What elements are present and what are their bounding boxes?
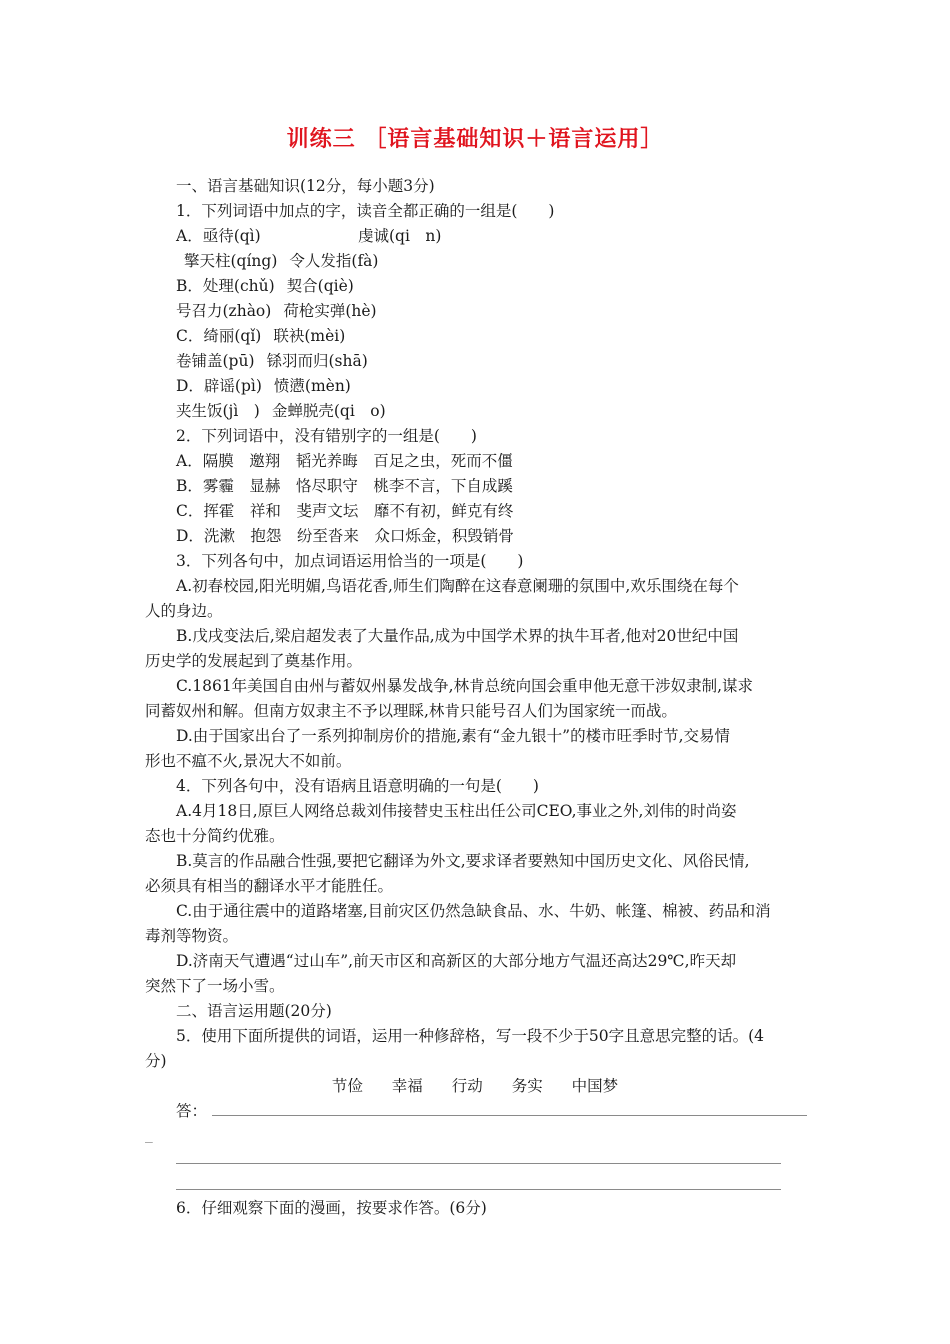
q5-word: 行动 — [451, 1077, 483, 1095]
q1-c-item3: 卷铺盖(pū) — [176, 352, 255, 370]
q1-option-c-line2 — [176, 351, 380, 371]
q1-option-a-line1 — [176, 226, 453, 246]
q3-option-b-line2: 历史学的发展起到了奠基作用。 — [145, 652, 363, 670]
q1-option-b-line2 — [176, 301, 389, 321]
q5-stem-line1: 5．使用下面所提供的词语，运用一种修辞格，写一段不少于50字且意思完整的话。(4 — [176, 1027, 764, 1045]
q1-stem: 1．下列词语中加点的字，读音全都正确的一组是( ) — [176, 202, 555, 220]
q4-stem: 4．下列各句中，没有语病且语意明确的一句是( ) — [176, 777, 539, 795]
q1-b-item1: B．处理(chǔ) — [176, 277, 275, 295]
q1-c-item4: 铩羽而归(shā) — [266, 352, 368, 370]
q3-option-a-line2: 人的身边。 — [145, 602, 223, 620]
q5-word: 节俭 — [331, 1077, 363, 1095]
q1-option-c-line1 — [176, 326, 357, 346]
q5-answer-line-3[interactable] — [176, 1189, 781, 1190]
q2-option-a: A．隔膜 邀翔 韬光养晦 百足之虫，死而不僵 — [176, 452, 513, 470]
q1-d-item3: 夹生饭(jì ) — [176, 402, 260, 420]
q3-option-c-line2: 同蓄奴州和解。但南方奴隶主不予以理睬,林肯只能号召人们为国家统一而战。 — [145, 702, 677, 720]
q1-a-item3: 擎天柱(qíng) — [184, 252, 278, 270]
q1-option-d-line1 — [176, 376, 363, 396]
q3-option-d-line2: 形也不瘟不火,景况大不如前。 — [145, 752, 352, 770]
q2-option-b: B．雾霾 显赫 恪尽职守 桃李不言，下自成蹊 — [176, 477, 513, 495]
q1-d-item2: 愤懑(mèn) — [273, 377, 351, 395]
section2-heading: 二、语言运用题(20分) — [176, 1002, 332, 1020]
q3-option-c-line1: C.1861年美国自由州与蓄奴州暴发战争,林肯总统向国会重申他无意干涉奴隶制,谋求 — [176, 677, 754, 695]
q4-option-d-line1: D.济南天气遭遇“过山车”,前天市区和高新区的大部分地方气温还高达29℃,昨天却 — [176, 952, 737, 970]
q5-word: 务实 — [511, 1077, 543, 1095]
q2-option-d: D．洗漱 抱怨 纷至沓来 众口烁金，积毁销骨 — [176, 527, 514, 545]
q4-option-a-line2: 态也十分简约优雅。 — [145, 827, 285, 845]
q3-option-b-line1: B.戊戌变法后,梁启超发表了大量作品,成为中国学术界的执牛耳者,他对20世纪中国 — [176, 627, 739, 645]
q4-option-a-line1: A.4月18日,原巨人网络总裁刘伟接替史玉柱出任公司CEO,事业之外,刘伟的时尚姿 — [176, 802, 737, 820]
q1-b-item2: 契合(qiè) — [286, 277, 354, 295]
q5-answer-line-1[interactable] — [212, 1115, 807, 1116]
q4-option-b-line1: B.莫言的作品融合性强,要把它翻译为外文,要求译者要熟知中国历史文化、风俗民情, — [176, 852, 750, 870]
q1-option-b-line1 — [176, 276, 366, 296]
q5-word: 幸福 — [391, 1077, 423, 1095]
q3-option-a-line1: A.初春校园,阳光明媚,鸟语花香,师生们陶醉在这春意阑珊的氛围中,欢乐围绕在每个 — [176, 577, 739, 595]
q4-option-d-line2: 突然下了一场小雪。 — [145, 977, 285, 995]
section1-heading: 一、语言基础知识(12分，每小题3分) — [176, 177, 435, 195]
q1-b-item3: 号召力(zhào) — [176, 302, 272, 320]
q5-answer-line-2[interactable] — [176, 1163, 781, 1164]
q5-stem-line2: 分) — [145, 1052, 167, 1070]
q2-option-c: C．挥霍 祥和 斐声文坛 靡不有初，鲜克有终 — [176, 502, 514, 520]
q1-a-item1: A．亟待(qì) — [176, 227, 261, 245]
q1-option-a-line2 — [184, 251, 390, 271]
q1-option-d-line2 — [176, 401, 398, 421]
q1-c-item1: C．绮丽(qǐ) — [176, 327, 262, 345]
q5-answer-label: 答： — [176, 1102, 208, 1120]
q1-d-item4: 金蝉脱壳(qi o) — [271, 402, 386, 420]
q2-stem: 2．下列词语中，没有错别字的一组是( ) — [176, 427, 477, 445]
q1-a-item2: 虔诚(qi n) — [358, 227, 442, 245]
q1-d-item1: D．辟谣(pì) — [176, 377, 262, 395]
q4-option-c-line1: C.由于通往震中的道路堵塞,目前灾区仍然急缺食品、水、牛奶、帐篷、棉被、药品和消 — [176, 902, 771, 920]
q3-option-d-line1: D.由于国家出台了一系列抑制房价的措施,素有“金九银十”的楼市旺季时节,交易情 — [176, 727, 731, 745]
q5-stray-mark: _ — [145, 1125, 153, 1143]
q1-b-item4: 荷枪实弹(hè) — [283, 302, 377, 320]
q5-word-list — [0, 1076, 950, 1096]
q3-stem: 3．下列各句中，加点词语运用恰当的一项是( ) — [176, 552, 524, 570]
q4-option-c-line2: 毒剂等物资。 — [145, 927, 239, 945]
page-title: 训练三 ［语言基础知识＋语言运用］ — [286, 126, 664, 152]
q1-a-item4: 令人发指(fà) — [289, 252, 379, 270]
q4-option-b-line2: 必须具有相当的翻译水平才能胜任。 — [145, 877, 394, 895]
q5-word: 中国梦 — [571, 1077, 619, 1095]
q1-c-item2: 联袂(mèi) — [273, 327, 346, 345]
q6-stem: 6．仔细观察下面的漫画，按要求作答。(6分) — [176, 1199, 487, 1217]
